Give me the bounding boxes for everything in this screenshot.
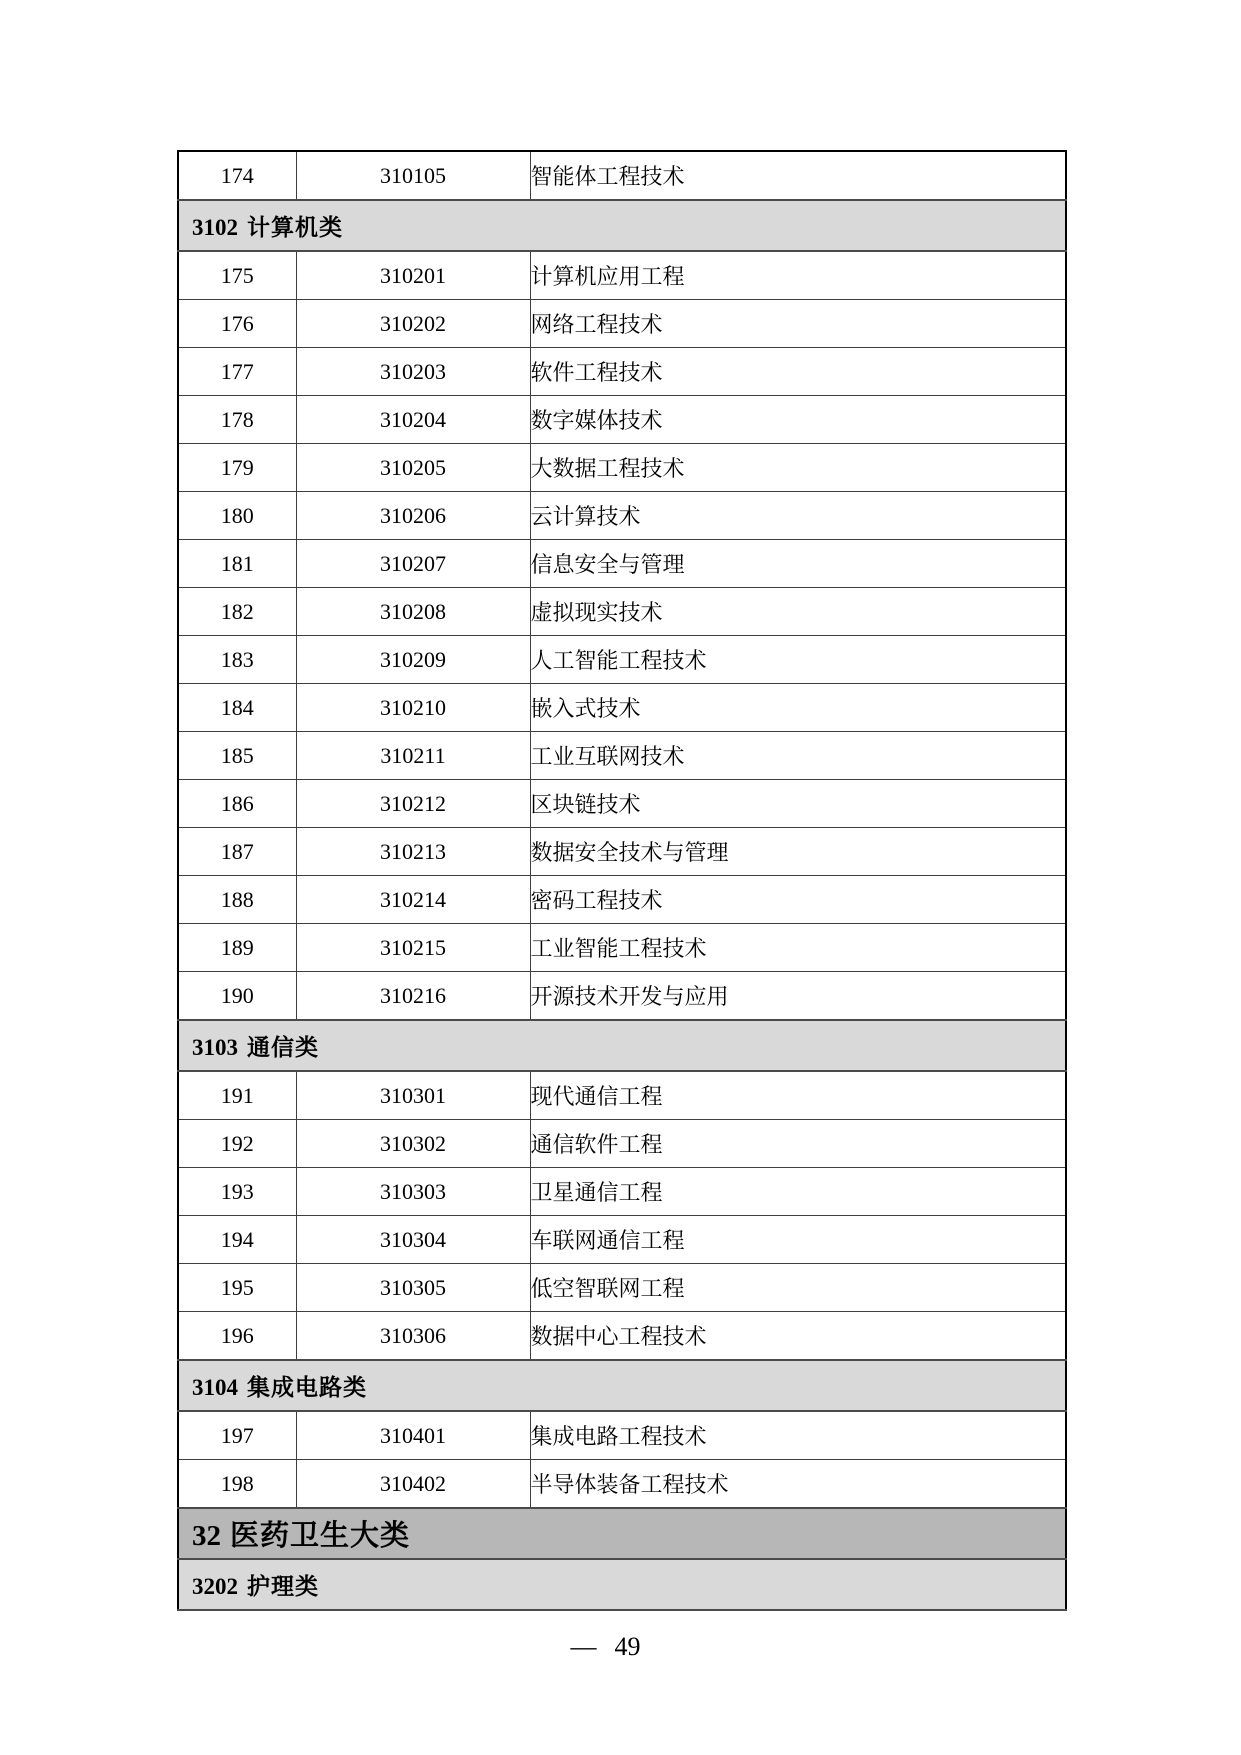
major-name-cell: 虚拟现实技术 xyxy=(530,588,1066,636)
code-cell: 310302 xyxy=(296,1120,530,1168)
code-cell: 310402 xyxy=(296,1460,530,1509)
major-name-cell: 集成电路工程技术 xyxy=(530,1411,1066,1460)
category-title: 计算机类 xyxy=(247,215,343,240)
table-row xyxy=(178,1168,1066,1216)
category-title: 通信类 xyxy=(247,1035,319,1060)
major-name-cell: 工业智能工程技术 xyxy=(530,924,1066,972)
table-row xyxy=(178,444,1066,492)
category-code: 3202 xyxy=(192,1574,238,1599)
seq-cell: 187 xyxy=(178,828,296,876)
seq-cell: 184 xyxy=(178,684,296,732)
seq-cell: 198 xyxy=(178,1460,296,1509)
code-cell: 310211 xyxy=(296,732,530,780)
seq-cell: 178 xyxy=(178,396,296,444)
major-name-cell: 信息安全与管理 xyxy=(530,540,1066,588)
code-cell: 310305 xyxy=(296,1264,530,1312)
category-header-cell xyxy=(178,200,1066,251)
seq-cell: 183 xyxy=(178,636,296,684)
major-name-cell: 区块链技术 xyxy=(530,780,1066,828)
category-header-cell xyxy=(178,1020,1066,1071)
seq-cell: 197 xyxy=(178,1411,296,1460)
code-cell: 310206 xyxy=(296,492,530,540)
category-title: 医药卫生大类 xyxy=(230,1520,411,1552)
page-footer xyxy=(0,1632,1226,1662)
subcategory-header-row xyxy=(178,1559,1066,1610)
subcategory-header-row xyxy=(178,200,1066,251)
seq-cell: 195 xyxy=(178,1264,296,1312)
code-cell: 310202 xyxy=(296,300,530,348)
code-cell: 310303 xyxy=(296,1168,530,1216)
seq-cell: 177 xyxy=(178,348,296,396)
category-code: 3104 xyxy=(192,1375,238,1400)
seq-cell: 191 xyxy=(178,1071,296,1120)
seq-cell: 175 xyxy=(178,251,296,300)
major-name-cell: 嵌入式技术 xyxy=(530,684,1066,732)
major-name-cell: 开源技术开发与应用 xyxy=(530,972,1066,1021)
table-row xyxy=(178,1071,1066,1120)
seq-cell: 182 xyxy=(178,588,296,636)
table-row xyxy=(178,1411,1066,1460)
major-name-cell: 大数据工程技术 xyxy=(530,444,1066,492)
seq-cell: 181 xyxy=(178,540,296,588)
majors-table xyxy=(177,150,1067,1611)
page-number: 49 xyxy=(614,1632,641,1661)
table-row xyxy=(178,492,1066,540)
code-cell: 310209 xyxy=(296,636,530,684)
code-cell: 310212 xyxy=(296,780,530,828)
major-category-header-row xyxy=(178,1508,1066,1559)
table-row xyxy=(178,1216,1066,1264)
table-row xyxy=(178,300,1066,348)
code-cell: 310213 xyxy=(296,828,530,876)
seq-cell: 186 xyxy=(178,780,296,828)
subcategory-header-row xyxy=(178,1360,1066,1411)
category-code: 32 xyxy=(192,1520,221,1552)
seq-cell: 185 xyxy=(178,732,296,780)
major-name-cell: 数据中心工程技术 xyxy=(530,1312,1066,1361)
code-cell: 310207 xyxy=(296,540,530,588)
seq-cell: 193 xyxy=(178,1168,296,1216)
code-cell: 310214 xyxy=(296,876,530,924)
major-name-cell: 现代通信工程 xyxy=(530,1071,1066,1120)
subcategory-header-row xyxy=(178,1020,1066,1071)
table-row xyxy=(178,396,1066,444)
table-row xyxy=(178,151,1066,200)
category-title: 集成电路类 xyxy=(247,1375,367,1400)
seq-cell: 180 xyxy=(178,492,296,540)
code-cell: 310306 xyxy=(296,1312,530,1361)
table-row xyxy=(178,348,1066,396)
table-row xyxy=(178,251,1066,300)
seq-cell: 188 xyxy=(178,876,296,924)
major-name-cell: 低空智联网工程 xyxy=(530,1264,1066,1312)
major-name-cell: 半导体装备工程技术 xyxy=(530,1460,1066,1509)
category-header-cell xyxy=(178,1508,1066,1559)
table-row xyxy=(178,588,1066,636)
major-name-cell: 车联网通信工程 xyxy=(530,1216,1066,1264)
code-cell: 310201 xyxy=(296,251,530,300)
code-cell: 310205 xyxy=(296,444,530,492)
major-name-cell: 工业互联网技术 xyxy=(530,732,1066,780)
seq-cell: 174 xyxy=(178,151,296,200)
table-row xyxy=(178,972,1066,1021)
table-row xyxy=(178,828,1066,876)
table-row xyxy=(178,636,1066,684)
seq-cell: 192 xyxy=(178,1120,296,1168)
code-cell: 310401 xyxy=(296,1411,530,1460)
seq-cell: 194 xyxy=(178,1216,296,1264)
table-row xyxy=(178,1264,1066,1312)
category-code: 3103 xyxy=(192,1035,238,1060)
category-code: 3102 xyxy=(192,215,238,240)
code-cell: 310210 xyxy=(296,684,530,732)
code-cell: 310215 xyxy=(296,924,530,972)
category-title: 护理类 xyxy=(247,1574,319,1599)
code-cell: 310304 xyxy=(296,1216,530,1264)
major-name-cell: 数据安全技术与管理 xyxy=(530,828,1066,876)
code-cell: 310301 xyxy=(296,1071,530,1120)
page-number-dash: — xyxy=(570,1632,597,1661)
seq-cell: 189 xyxy=(178,924,296,972)
major-name-cell: 密码工程技术 xyxy=(530,876,1066,924)
seq-cell: 190 xyxy=(178,972,296,1021)
major-name-cell: 网络工程技术 xyxy=(530,300,1066,348)
table-row xyxy=(178,1312,1066,1361)
majors-table-body xyxy=(178,151,1066,1610)
code-cell: 310105 xyxy=(296,151,530,200)
category-header-cell xyxy=(178,1559,1066,1610)
seq-cell: 196 xyxy=(178,1312,296,1361)
major-name-cell: 计算机应用工程 xyxy=(530,251,1066,300)
table-row xyxy=(178,876,1066,924)
category-header-cell xyxy=(178,1360,1066,1411)
table-row xyxy=(178,1120,1066,1168)
table-row xyxy=(178,684,1066,732)
table-row xyxy=(178,924,1066,972)
major-name-cell: 软件工程技术 xyxy=(530,348,1066,396)
major-name-cell: 通信软件工程 xyxy=(530,1120,1066,1168)
major-name-cell: 智能体工程技术 xyxy=(530,151,1066,200)
table-row xyxy=(178,732,1066,780)
major-name-cell: 云计算技术 xyxy=(530,492,1066,540)
code-cell: 310208 xyxy=(296,588,530,636)
code-cell: 310204 xyxy=(296,396,530,444)
major-name-cell: 数字媒体技术 xyxy=(530,396,1066,444)
table-row xyxy=(178,1460,1066,1509)
major-name-cell: 卫星通信工程 xyxy=(530,1168,1066,1216)
major-name-cell: 人工智能工程技术 xyxy=(530,636,1066,684)
seq-cell: 176 xyxy=(178,300,296,348)
seq-cell: 179 xyxy=(178,444,296,492)
code-cell: 310203 xyxy=(296,348,530,396)
table-row xyxy=(178,540,1066,588)
code-cell: 310216 xyxy=(296,972,530,1021)
table-row xyxy=(178,780,1066,828)
